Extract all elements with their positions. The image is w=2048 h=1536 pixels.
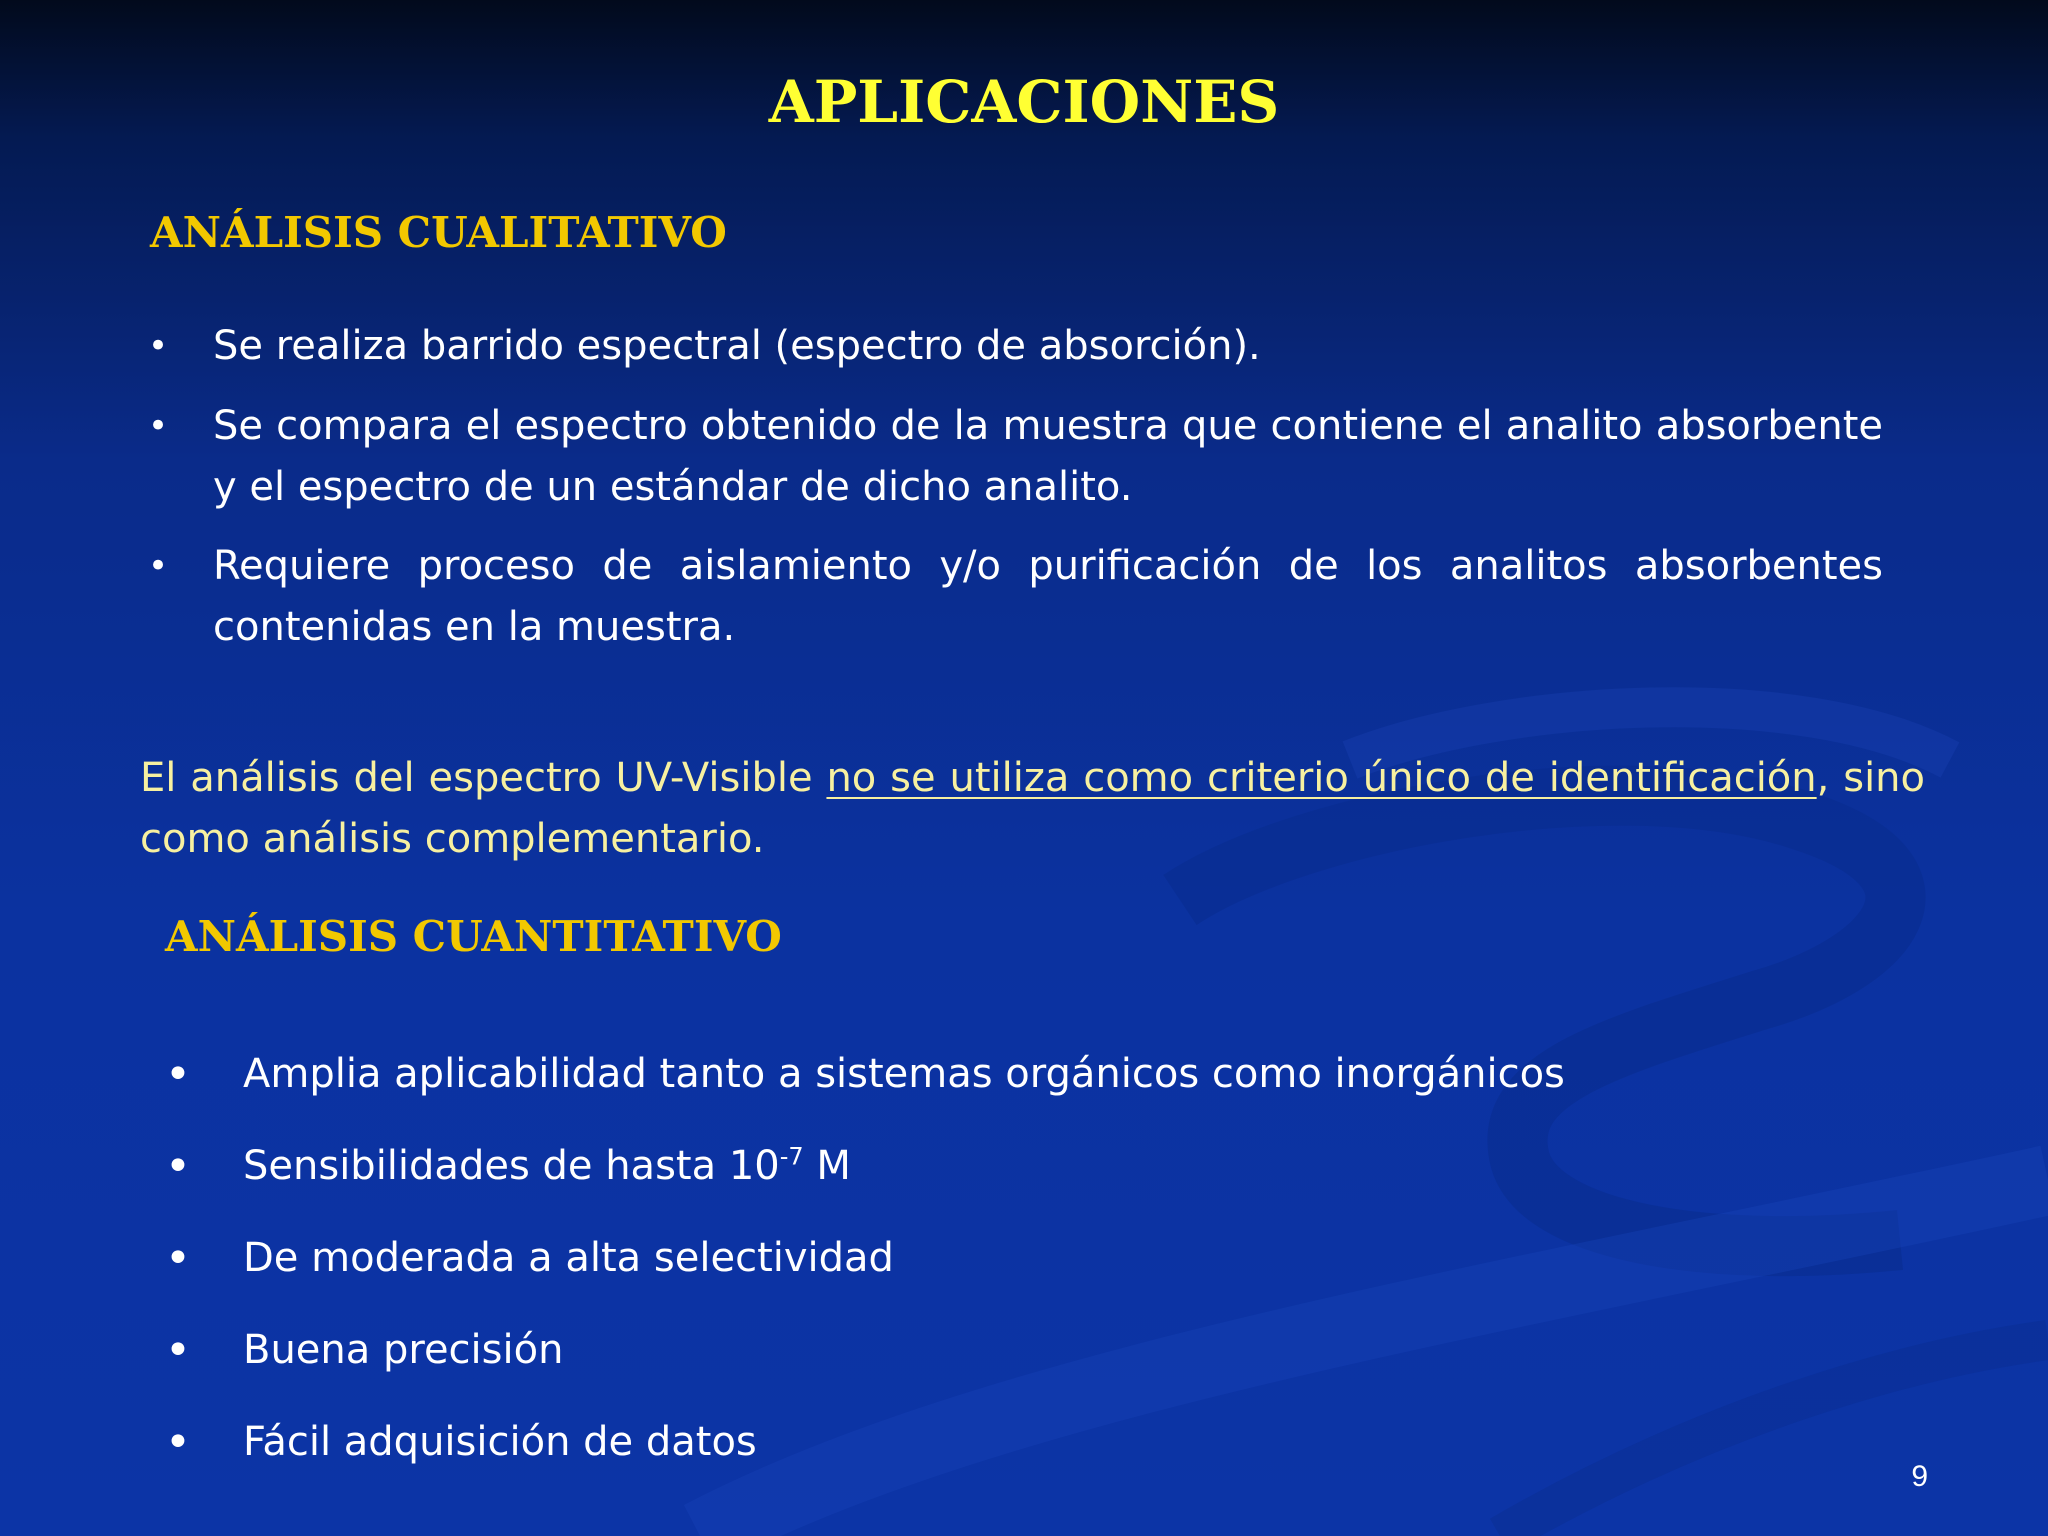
bullet-marker: • <box>148 406 169 446</box>
qualitative-bullet-1: Se realiza barrido espectral (espectro de absorción). <box>213 323 1261 369</box>
quantitative-bullet-3: De moderada a alta selectividad <box>243 1235 894 1281</box>
bullet-marker: • <box>148 326 169 366</box>
quantitative-heading: ANÁLISIS CUANTITATIVO <box>165 912 782 961</box>
slide-title: APLICACIONES <box>768 68 1280 136</box>
note-prefix: El análisis del espectro UV-Visible <box>140 755 827 801</box>
bullet-marker: • <box>165 1417 191 1468</box>
page-number: 9 <box>1911 1460 1928 1493</box>
sensitivity-exponent: -7 <box>779 1142 804 1171</box>
quantitative-bullet-2 <box>243 1136 851 1197</box>
quantitative-bullet-4: Buena precisión <box>243 1327 564 1373</box>
note-suffix: , sino como análisis complementario. <box>140 755 1926 862</box>
qualitative-bullet-2: Se compara el espectro obtenido de la muestra que contiene el analito absorbente y el espectro de un estándar de dicho analito. <box>213 403 1883 510</box>
bullet-marker: • <box>148 546 169 586</box>
identification-note <box>140 748 1925 870</box>
bullet-marker: • <box>165 1141 191 1192</box>
qualitative-heading: ANÁLISIS CUALITATIVO <box>150 208 727 257</box>
sensitivity-text: Sensibilidades de hasta 10 <box>243 1143 780 1189</box>
quantitative-bullet-5: Fácil adquisición de datos <box>243 1419 757 1465</box>
qualitative-bullet-3: Requiere proceso de aislamiento y/o purificación de los analitos absorbentes contenidas en la muestra. <box>213 543 1883 650</box>
bullet-marker: • <box>165 1049 191 1100</box>
note-underlined-text: no se utiliza como criterio único de identificación <box>826 755 1817 801</box>
quantitative-bullet-1: Amplia aplicabilidad tanto a sistemas orgánicos como inorgánicos <box>243 1051 1565 1097</box>
bullet-marker: • <box>165 1325 191 1376</box>
bullet-marker: • <box>165 1233 191 1284</box>
sensitivity-unit: M <box>803 1143 851 1189</box>
